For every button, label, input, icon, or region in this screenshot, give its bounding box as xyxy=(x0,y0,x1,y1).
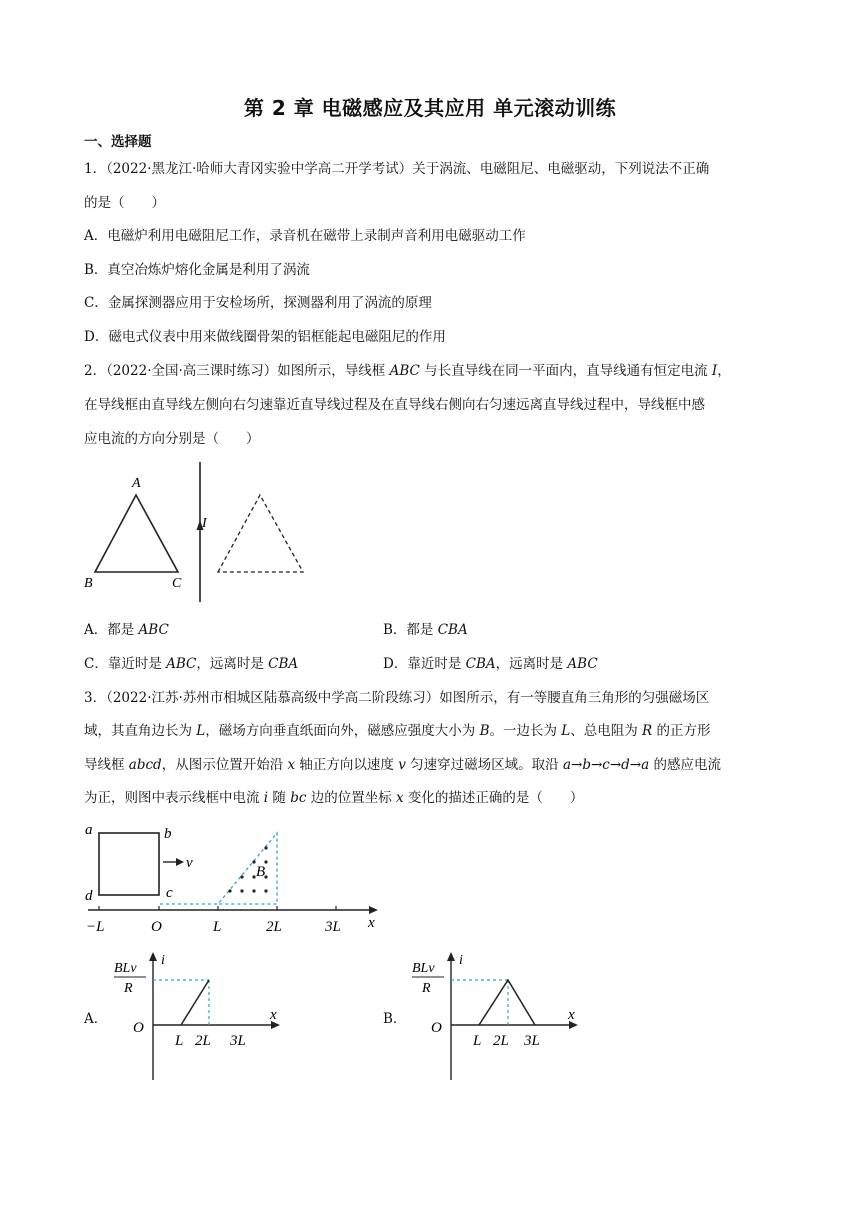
q2-stem-line-1: 2．（2022·全国·高三课时练习）如图所示，导线框 ABC 与长直导线在同一平面内，直导线通有恒定电流 I， xyxy=(84,363,731,379)
q1-option-b: B．真空冶炼炉熔化金属是利用了涡流 xyxy=(84,262,310,278)
current-label: I xyxy=(202,516,207,531)
q3-option-b-label: B． xyxy=(383,1011,407,1027)
x-axis-arrow-icon xyxy=(369,906,378,914)
i-axis-arrow-icon xyxy=(149,952,157,961)
corner-a-label: a xyxy=(85,822,93,838)
field-b-label: B xyxy=(256,864,266,880)
q2-option-d: D．靠近时是 CBA，远离时是 ABC xyxy=(383,656,598,672)
x-axis-label: x xyxy=(568,1007,575,1023)
tick-label: 2L xyxy=(195,1033,211,1049)
page-title: 第 2 章 电磁感应及其应用 单元滚动训练 xyxy=(243,96,617,120)
y-value-denominator: R xyxy=(124,981,133,996)
q3-figure xyxy=(80,818,380,936)
q2-option-b: B．都是 CBA xyxy=(383,622,468,638)
i-axis-label: i xyxy=(161,953,165,968)
tick-label: L xyxy=(473,1033,482,1049)
square-loop-abcd xyxy=(99,833,159,895)
tick-label: 3L xyxy=(230,1033,246,1049)
q2-option-a: A．都是 ABC xyxy=(84,622,169,638)
tick-label: −L xyxy=(86,919,105,935)
vertex-a-label: A xyxy=(132,476,141,491)
x-axis-label: x xyxy=(270,1007,277,1023)
origin-label: O xyxy=(133,1020,144,1036)
q2-figure xyxy=(84,462,314,607)
y-value-numerator: BLv xyxy=(114,961,137,976)
corner-c-label: c xyxy=(166,885,173,901)
q2-stem-line-2: 在导线框由直导线左侧向右匀速靠近直导线过程及在直导线右侧向右匀速远离直导线过程中，导线框中感 xyxy=(84,397,705,413)
tick-label: L xyxy=(213,919,222,935)
corner-b-label: b xyxy=(164,826,172,842)
velocity-arrow-icon xyxy=(176,858,184,866)
current-curve xyxy=(479,980,535,1025)
q1-option-a: A．电磁炉利用电磁阻尼工作，录音机在磁带上录制声音利用电磁驱动工作 xyxy=(84,228,526,244)
tick-label: 2L xyxy=(493,1033,509,1049)
vertex-b-label: B xyxy=(84,576,93,591)
i-axis-label: i xyxy=(459,953,463,968)
tick-label: 2L xyxy=(266,919,282,935)
velocity-label: v xyxy=(186,855,193,871)
q3-option-a-label: A． xyxy=(84,1011,108,1027)
q3-option-a-graph xyxy=(110,950,290,1082)
q1-option-d: D．磁电式仪表中用来做线圈骨架的铝框能起电磁阻尼的作用 xyxy=(84,329,446,345)
q1-option-c: C．金属探测器应用于安检场所，探测器利用了涡流的原理 xyxy=(84,295,432,311)
q3-stem-line-2: 域，其直角边长为 L，磁场方向垂直纸面向外，磁感应强度大小为 B。一边长为 L、总电阻为 R 的正方形 xyxy=(84,723,711,739)
vertex-c-label: C xyxy=(172,576,182,591)
q1-stem-line-1: 1．（2022·黑龙江·哈师大青冈实验中学高二开学考试）关于涡流、电磁阻尼、电磁驱动，下列说法不正确 xyxy=(84,161,710,177)
section-heading: 一、选择题 xyxy=(84,134,152,150)
q2-option-c: C．靠近时是 ABC，远离时是 CBA xyxy=(84,656,299,672)
q2-stem-line-3: 应电流的方向分别是（ ） xyxy=(84,431,260,447)
origin-label: O xyxy=(431,1020,442,1036)
dashed-triangle xyxy=(218,495,303,572)
q3-stem-line-1: 3．（2022·江苏·苏州市相城区陆慕高级中学高二阶段练习）如图所示，有一等腰直角三角形的匀强磁场区 xyxy=(84,690,710,706)
y-value-numerator: BLv xyxy=(412,961,435,976)
tick-label: O xyxy=(151,919,162,935)
i-axis-arrow-icon xyxy=(447,952,455,961)
q1-stem-line-2: 的是（ ） xyxy=(84,195,165,211)
tick-label: L xyxy=(175,1033,184,1049)
tick-label: 3L xyxy=(524,1033,540,1049)
q3-stem-line-3: 导线框 abcd，从图示位置开始沿 x 轴正方向以速度 v 匀速穿过磁场区域。取沿 a→b→c→d→a 的感应电流 xyxy=(84,757,721,773)
triangle-abc xyxy=(95,495,178,572)
y-value-denominator: R xyxy=(422,981,431,996)
x-axis-label: x xyxy=(368,915,375,931)
q3-stem-line-4: 为正，则图中表示线框中电流 i 随 bc 边的位置坐标 x 变化的描述正确的是（ ） xyxy=(84,790,584,806)
q3-option-b-graph xyxy=(408,950,588,1082)
tick-label: 3L xyxy=(325,919,341,935)
corner-d-label: d xyxy=(85,888,93,904)
current-curve xyxy=(181,980,209,1025)
